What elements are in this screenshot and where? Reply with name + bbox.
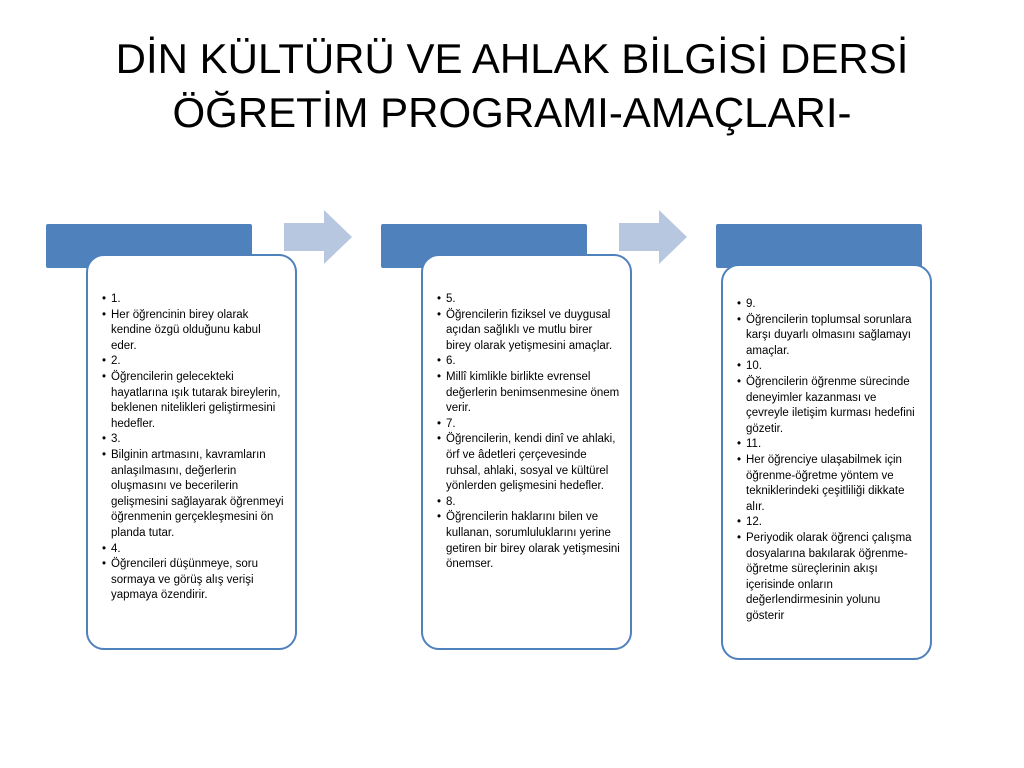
list-item: • 12. bbox=[737, 515, 920, 531]
list-item: • Öğrencilerin öğrenme sürecinde deneyimler kazanması ve çevreyle iletişim kurması hedefini gözetir. bbox=[737, 375, 920, 437]
title-line-2: ÖĞRETİM PROGRAMI-AMAÇLARI- bbox=[172, 89, 852, 136]
list-item: • 7. bbox=[437, 417, 620, 433]
column-1-card bbox=[86, 254, 297, 650]
column-1-list bbox=[102, 292, 285, 604]
list-item: • Öğrencilerin haklarını bilen ve kullanan, sorumluluklarını yerine getiren bir birey olarak yetişmesini önemser. bbox=[437, 510, 620, 572]
column-3-list bbox=[737, 297, 920, 624]
list-item: • 6. bbox=[437, 354, 620, 370]
list-item: • Öğrencileri düşünmeye, soru sormaya ve görüş alış verişi yapmaya özendirir. bbox=[102, 557, 285, 604]
list-item: • Öğrencilerin, kendi dinî ve ahlaki, örf ve âdetleri çerçevesinde ruhsal, ahlaki, sosyal ve kültürel yönlerden gelişmesini hedefler. bbox=[437, 432, 620, 494]
list-item: • Öğrencilerin gelecekteki hayatlarına ışık tutarak bireylerin, beklenen nitelikleri geliştirmesini hedefler. bbox=[102, 370, 285, 432]
list-item: • 9. bbox=[737, 297, 920, 313]
list-item: • Millî kimlikle birlikte evrensel değerlerin benimsenmesine önem verir. bbox=[437, 370, 620, 417]
list-item: • Öğrencilerin toplumsal sorunlara karşı duyarlı olmasını sağlamayı amaçlar. bbox=[737, 313, 920, 360]
list-item: • 8. bbox=[437, 495, 620, 511]
arrow-right-icon bbox=[284, 210, 354, 264]
list-item: • Bilginin artmasını, kavramların anlaşılmasını, değerlerin oluşmasını ve becerilerin gelişmesini sağlayarak öğrenmeyi öğrenmenin gerçekleşmesini ön planda tutar. bbox=[102, 448, 285, 542]
column-2-card bbox=[421, 254, 632, 650]
list-item: • Her öğrencinin birey olarak kendine özgü olduğunu kabul eder. bbox=[102, 308, 285, 355]
title-line-1: DİN KÜLTÜRÜ VE AHLAK BİLGİSİ DERSİ bbox=[115, 35, 909, 82]
list-item: • 2. bbox=[102, 354, 285, 370]
column-3-header bbox=[716, 224, 922, 268]
list-item: • Periyodik olarak öğrenci çalışma dosyalarına bakılarak öğrenme-öğretme süreçlerinin akışı içerisinde onların değerlendirmesinin yolunu gösterir bbox=[737, 531, 920, 625]
list-item: • 1. bbox=[102, 292, 285, 308]
list-item: • 5. bbox=[437, 292, 620, 308]
list-item: • 4. bbox=[102, 542, 285, 558]
page-title bbox=[0, 32, 1024, 140]
list-item: • 10. bbox=[737, 359, 920, 375]
list-item: • 11. bbox=[737, 437, 920, 453]
list-item: • Öğrencilerin fiziksel ve duygusal açıdan sağlıklı ve mutlu birer birey olarak yetişmesini amaçlar. bbox=[437, 308, 620, 355]
column-2-list bbox=[437, 292, 620, 573]
list-item: • Her öğrenciye ulaşabilmek için öğrenme-öğretme yöntem ve tekniklerindeki çeşitliliği dikkate alır. bbox=[737, 453, 920, 515]
arrow-right-icon bbox=[619, 210, 689, 264]
column-3-card bbox=[721, 264, 932, 660]
list-item: • 3. bbox=[102, 432, 285, 448]
